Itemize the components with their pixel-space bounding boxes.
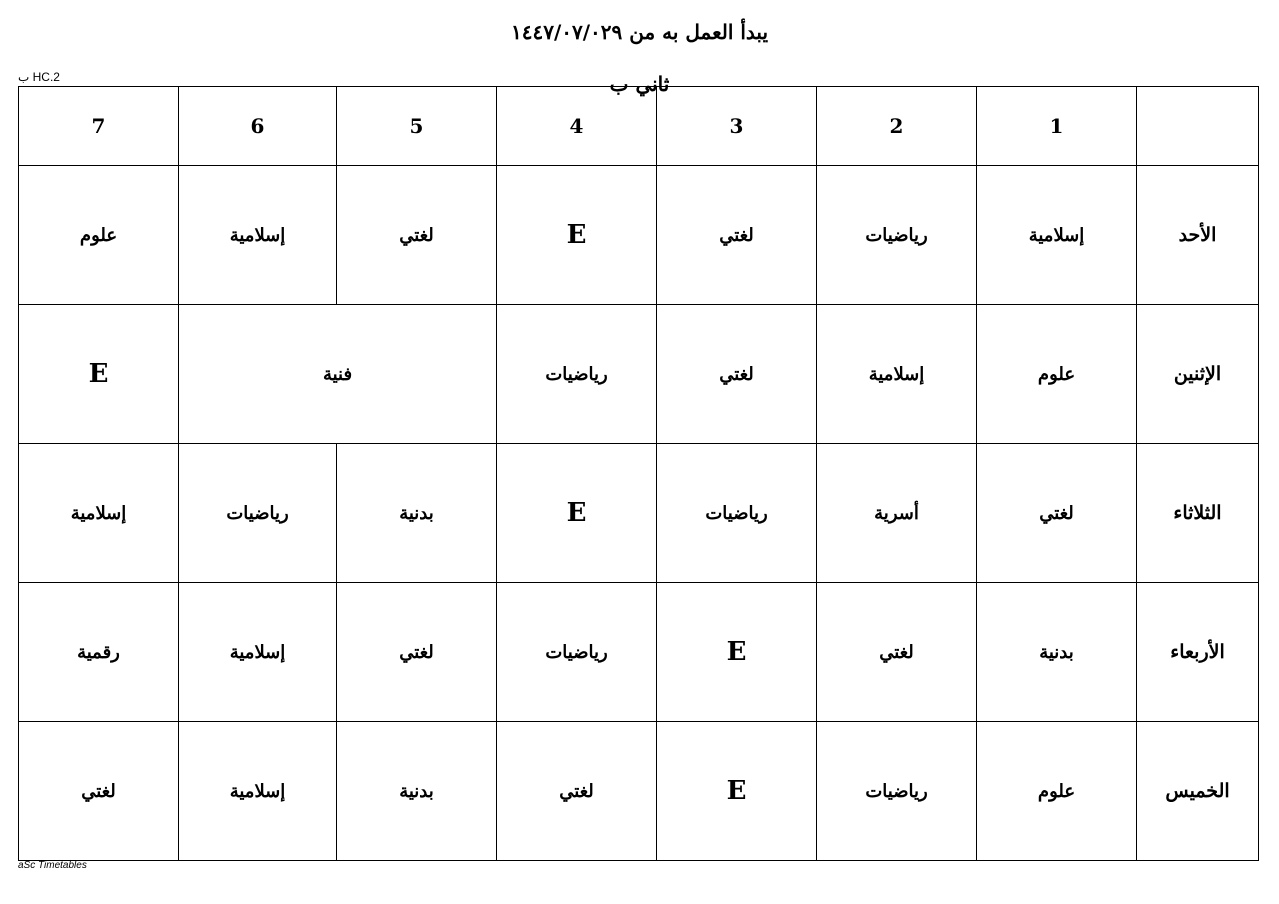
lesson-cell: رياضيات bbox=[657, 444, 817, 583]
lesson-cell: لغتي bbox=[817, 583, 977, 722]
lesson-cell: لغتي bbox=[337, 583, 497, 722]
day-label: الأربعاء bbox=[1137, 583, 1259, 722]
period-header: 1 bbox=[977, 87, 1137, 166]
lesson-cell: لغتي bbox=[977, 444, 1137, 583]
lesson-cell: E bbox=[497, 166, 657, 305]
lesson-cell: إسلامية bbox=[179, 166, 337, 305]
lesson-cell: لغتي bbox=[337, 166, 497, 305]
lesson-cell: إسلامية bbox=[19, 444, 179, 583]
timetable bbox=[18, 86, 1259, 861]
class-code: HC.2 ب bbox=[18, 70, 60, 84]
day-row bbox=[19, 583, 1259, 722]
lesson-cell: فنية bbox=[179, 305, 497, 444]
period-header: 5 bbox=[337, 87, 497, 166]
lesson-cell: بدنية bbox=[977, 583, 1137, 722]
lesson-cell: لغتي bbox=[657, 305, 817, 444]
day-label: الثلاثاء bbox=[1137, 444, 1259, 583]
lesson-cell: لغتي bbox=[497, 722, 657, 861]
period-header: 7 bbox=[19, 87, 179, 166]
day-row bbox=[19, 722, 1259, 861]
day-row bbox=[19, 166, 1259, 305]
day-label: الإثنين bbox=[1137, 305, 1259, 444]
lesson-cell: لغتي bbox=[19, 722, 179, 861]
lesson-cell: رياضيات bbox=[179, 444, 337, 583]
lesson-cell: لغتي bbox=[657, 166, 817, 305]
lesson-cell: رياضيات bbox=[817, 166, 977, 305]
lesson-cell: رياضيات bbox=[497, 583, 657, 722]
day-label: الخميس bbox=[1137, 722, 1259, 861]
lesson-cell: إسلامية bbox=[817, 305, 977, 444]
class-name: ثاني ب bbox=[609, 72, 670, 96]
page-title: يبدأ العمل به من ١٤٤٧/٠٧/٠٢٩ bbox=[510, 20, 769, 44]
period-header: 4 bbox=[497, 87, 657, 166]
lesson-cell: إسلامية bbox=[179, 583, 337, 722]
day-row bbox=[19, 305, 1259, 444]
lesson-cell: رياضيات bbox=[497, 305, 657, 444]
lesson-cell: رقمية bbox=[19, 583, 179, 722]
period-header: 3 bbox=[657, 87, 817, 166]
lesson-cell: علوم bbox=[977, 722, 1137, 861]
day-row bbox=[19, 444, 1259, 583]
lesson-cell: E bbox=[19, 305, 179, 444]
lesson-cell: إسلامية bbox=[977, 166, 1137, 305]
lesson-cell: رياضيات bbox=[817, 722, 977, 861]
period-header: 2 bbox=[817, 87, 977, 166]
lesson-cell: بدنية bbox=[337, 444, 497, 583]
period-header: 6 bbox=[179, 87, 337, 166]
day-label: الأحد bbox=[1137, 166, 1259, 305]
lesson-cell: أسرية bbox=[817, 444, 977, 583]
footer-credit: aSc Timetables bbox=[18, 860, 87, 871]
lesson-cell: بدنية bbox=[337, 722, 497, 861]
lesson-cell: علوم bbox=[19, 166, 179, 305]
lesson-cell: E bbox=[657, 722, 817, 861]
corner-cell bbox=[1137, 87, 1259, 166]
lesson-cell: علوم bbox=[977, 305, 1137, 444]
header-row bbox=[19, 87, 1259, 166]
lesson-cell: إسلامية bbox=[179, 722, 337, 861]
lesson-cell: E bbox=[497, 444, 657, 583]
lesson-cell: E bbox=[657, 583, 817, 722]
